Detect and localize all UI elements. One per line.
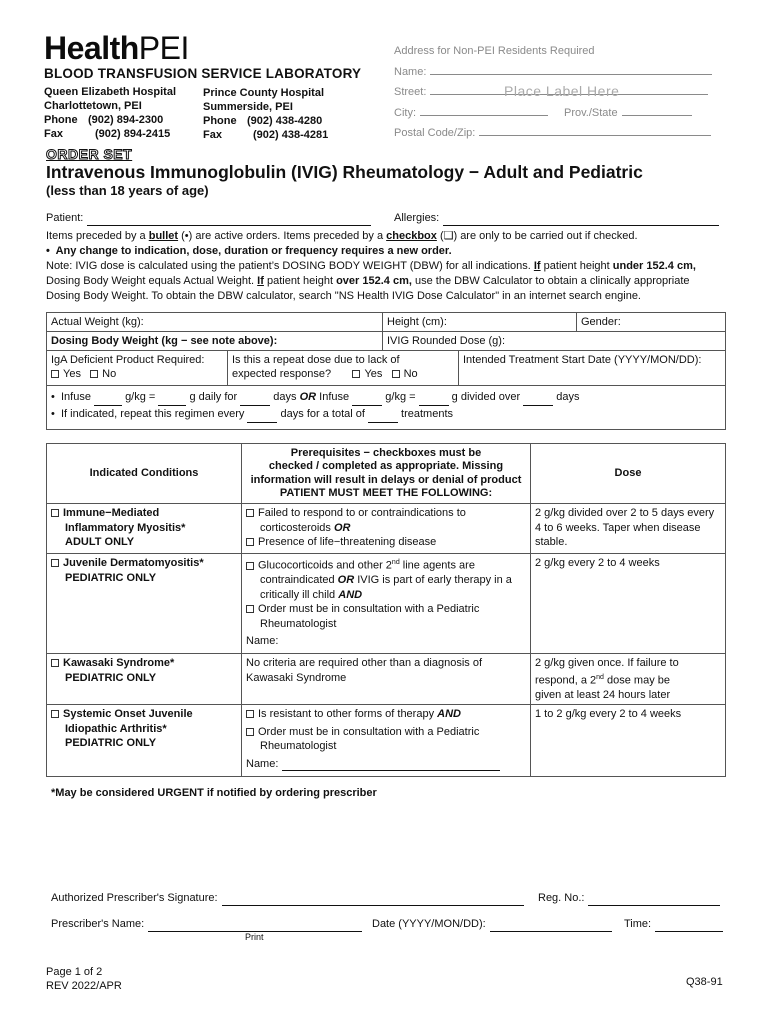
condition-checkbox[interactable] [51,509,59,517]
conditions-table [46,443,726,777]
table-row [47,554,726,654]
form-code: Q38-91 [686,976,723,988]
table-row [47,504,726,554]
consultant-name-field[interactable]: Name: [246,757,526,772]
condition-checkbox[interactable] [51,659,59,667]
start-date-cell[interactable]: Intended Treatment Start Date (YYYY/MON/DD): [463,354,702,366]
address-city-row[interactable]: City: Prov./State [394,107,692,119]
instructions: Items preceded by a bullet (•) are active orders. Items preceded by a checkbox (❑) are only to be carried out if checked. • Any change to indication, dose, duration or frequency requires a new order. Note: IVIG dose is calculated using the patient’s DOSING BODY WEIGHT (DBW) for all indications. If patient height under 152.4 cm, Dosing Body Weight equals Actual Weight. If patient height over 152.4 cm, use the DBW Calculator to obtain a clinically appropriate Dosing Body Weight. To obtain the DBW calculator, search "NS Health IVIG Dose Calculator" in an internet search engine. [46,230,696,302]
dose-cell: 2 g/kg divided over 2 to 5 days every 4 to 6 weeks. Taper when disease stable. [531,504,726,554]
prereq-cell: Failed to respond to or contraindications to corticosteroids OR Presence of life−threatening disease [242,504,531,554]
signature-field[interactable]: Authorized Prescriber's Signature: [51,891,524,906]
condition-cell: Kawasaki Syndrome* PEDIATRIC ONLY [47,654,242,705]
prereq-checkbox[interactable] [246,509,254,517]
table-row [47,654,726,705]
prereq-cell: Glucocorticoids and other 2nd line agents are contraindicated OR IVIG is part of early therapy in a critically ill child AND Order must be in consultation with a Pediatric Rheumatologist Name: [242,554,531,654]
condition-checkbox[interactable] [51,559,59,567]
repeat-yes-checkbox[interactable] [352,370,360,378]
order-set-label: ORDER SET [46,146,133,162]
address-heading: Address for Non-PEI Residents Required [394,45,595,57]
dose-cell: 2 g/kg every 2 to 4 weeks [531,554,726,654]
allergies-field[interactable]: Allergies: [394,211,719,226]
table-row [47,705,726,777]
prereq-cell: Is resistant to other forms of therapy AND Order must be in consultation with a Pediatric Rheumatologist Name: [242,705,531,777]
prereq-checkbox[interactable] [246,710,254,718]
condition-cell: Immune−Mediated Inflammatory Myositis* ADULT ONLY [47,504,242,554]
rounded-dose-cell[interactable]: IVIG Rounded Dose (g): [383,332,726,351]
prereq-checkbox[interactable] [246,605,254,613]
repeat-no-checkbox[interactable] [392,370,400,378]
infuse-orders-cell [47,386,726,430]
address-name-row[interactable]: Name: [394,66,712,78]
iga-yes-checkbox[interactable] [51,370,59,378]
page-title: Intravenous Immunoglobulin (IVIG) Rheumatology − Adult and Pediatric [46,162,643,182]
iga-no-checkbox[interactable] [90,370,98,378]
prereq-checkbox[interactable] [246,728,254,736]
patient-info-table [46,312,726,430]
reg-no-field[interactable]: Reg. No.: [538,891,720,906]
page-subtitle: (less than 18 years of age) [46,183,209,198]
time-field[interactable]: Time: [624,917,723,932]
address-postal-row[interactable]: Postal Code/Zip: [394,127,711,139]
prereq-checkbox[interactable] [246,538,254,546]
health-pei-logo: HealthPEI [44,30,189,66]
hospital-pch: Prince County Hospital Summerside, PEI Phone (902) 438-4280 Fax (902) 438-4281 [203,87,329,141]
dosing-weight-cell[interactable]: Dosing Body Weight (kg − see note above): [47,332,383,351]
iga-cell: IgA Deficient Product Required: Yes No [47,351,228,385]
lab-title: BLOOD TRANSFUSION SERVICE LABORATORY [44,66,362,81]
gender-cell[interactable]: Gender: [577,313,726,332]
condition-checkbox[interactable] [51,710,59,718]
dose-cell: 2 g/kg given once. If failure to respond, a 2nd dose may be given at least 24 hours later [531,654,726,705]
col-header-conditions: Indicated Conditions [47,444,242,504]
prescriber-name-field[interactable]: Prescriber's Name: [51,917,362,932]
prereq-cell: No criteria are required other than a diagnosis of Kawasaki Syndrome [242,654,531,705]
infuse-line: • Infuse g/kg = g daily for days OR Infuse g/kg = g divided over days [51,389,721,406]
repeat-regimen-line: • If indicated, repeat this regimen every days for a total of treatments [51,406,721,423]
dose-cell: 1 to 2 g/kg every 2 to 4 weeks [531,705,726,777]
footer-left: Page 1 of 2 REV 2022/APR [46,966,122,992]
hospital-qeh: Queen Elizabeth Hospital Charlottetown, PEI Phone (902) 894-2300 Fax (902) 894-2415 [44,86,177,140]
actual-weight-cell[interactable]: Actual Weight (kg): [47,313,383,332]
address-street-row[interactable]: Street: [394,86,708,98]
col-header-prerequisites: Prerequisites − checkboxes must be checked / completed as appropriate. Missing information will result in delays or denial of product PATIENT MUST MEET THE FOLLOWING: [242,444,531,504]
date-field[interactable]: Date (YYYY/MON/DD): [372,917,612,932]
patient-field[interactable]: Patient: [46,211,371,226]
height-cell[interactable]: Height (cm): [383,313,577,332]
col-header-dose: Dose [531,444,726,504]
condition-cell: Juvenile Dermatomyositis* PEDIATRIC ONLY [47,554,242,654]
print-hint: Print [245,932,264,942]
prereq-checkbox[interactable] [246,562,254,570]
condition-cell: Systemic Onset Juvenile Idiopathic Arthritis* PEDIATRIC ONLY [47,705,242,777]
consultant-name-field[interactable]: Name: [246,635,279,648]
urgent-note: *May be considered URGENT if notified by ordering prescriber [51,787,377,799]
repeat-dose-cell: Is this a repeat dose due to lack of expected response? Yes No [228,351,459,385]
place-label-hint: Place Label Here [504,83,620,99]
